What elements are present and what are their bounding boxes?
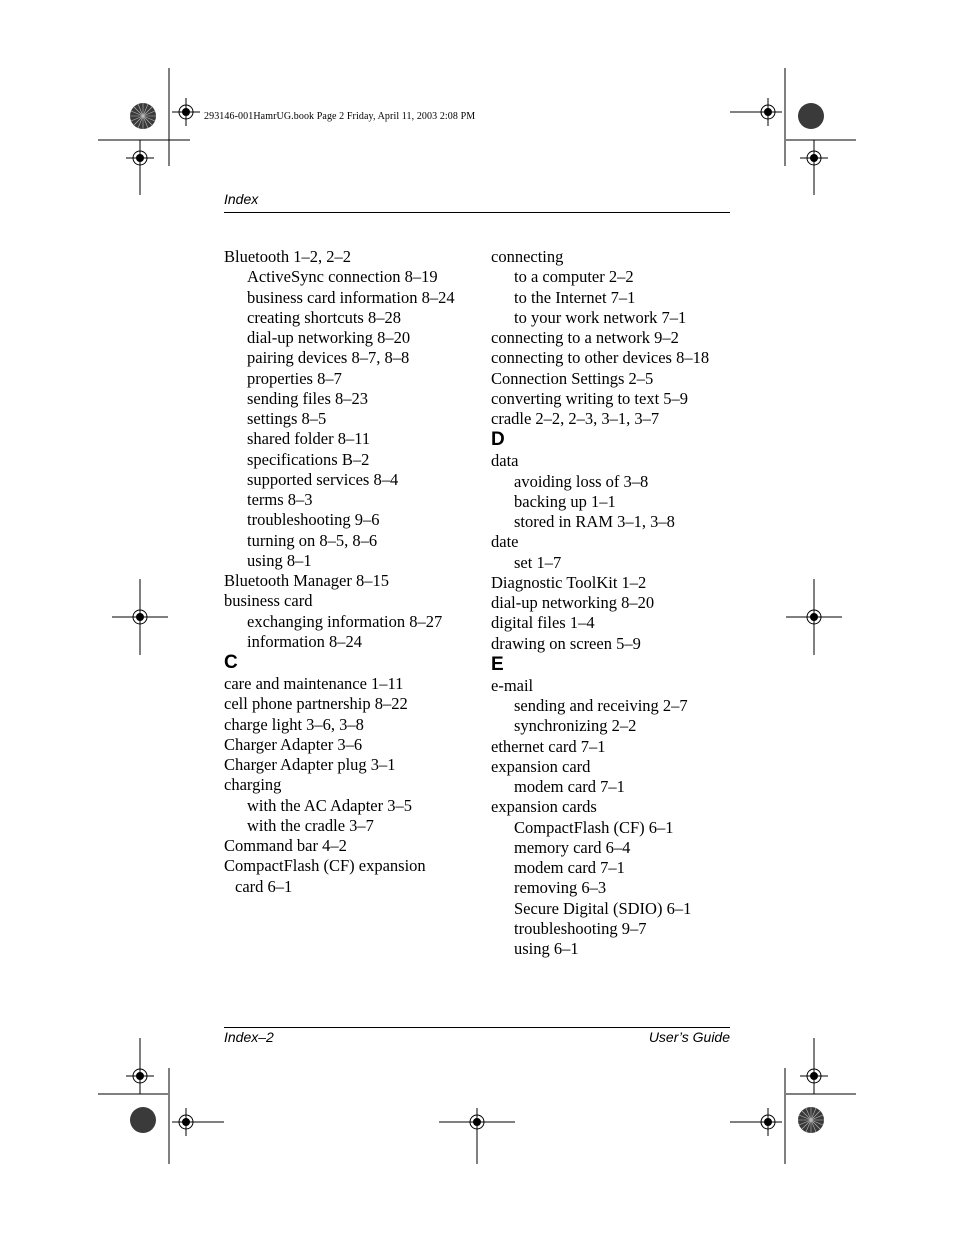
index-entry: connecting to other devices 8–18 — [491, 348, 710, 368]
index-entry: expansion cards — [491, 797, 597, 817]
index-entry: converting writing to text 5–9 — [491, 388, 689, 408]
index-entry: cradle 2–2, 2–3, 3–1, 3–7 — [491, 409, 660, 428]
index-entry: cell phone partnership 8–22 — [224, 694, 408, 714]
index-entry: business card — [224, 591, 313, 611]
index-entry: connecting — [491, 247, 564, 266]
index-entry: expansion card — [491, 756, 591, 776]
index-subentry: properties 8–7 — [247, 368, 342, 388]
index-subentry: CompactFlash (CF) 6–1 — [514, 817, 674, 837]
index-subentry: with the AC Adapter 3–5 — [247, 795, 412, 815]
index-letter-heading: E — [491, 653, 504, 675]
index-subentry: business card information 8–24 — [247, 287, 455, 307]
print-slug: 293146-001HamrUG.book Page 2 Friday, April 11, 2003 2:08 PM — [204, 111, 476, 122]
index-subentry: creating shortcuts 8–28 — [247, 307, 401, 327]
index-subentry: memory card 6–4 — [514, 837, 631, 857]
index-entry: digital files 1–4 — [491, 613, 595, 633]
index-subentry: dial-up networking 8–20 — [247, 328, 411, 347]
index-subentry: with the cradle 3–7 — [247, 815, 374, 835]
index-entry: Connection Settings 2–5 — [491, 368, 654, 388]
index-entry: charge light 3–6, 3–8 — [224, 714, 364, 734]
index-subentry: terms 8–3 — [247, 490, 313, 509]
index-subentry: using 6–1 — [514, 939, 579, 958]
index-subentry: specifications B–2 — [247, 449, 370, 469]
index-letter-heading: C — [224, 652, 238, 673]
index-subentry: backing up 1–1 — [514, 491, 616, 511]
index-subentry: ActiveSync connection 8–19 — [247, 267, 438, 287]
index-subentry: to your work network 7–1 — [514, 307, 687, 327]
index-entry: Charger Adapter plug 3–1 — [224, 755, 396, 774]
index-entry: charging — [224, 775, 282, 795]
index-subentry: sending and receiving 2–7 — [514, 696, 688, 715]
index-column-left — [224, 247, 484, 897]
index-entry: CompactFlash (CF) expansion — [224, 856, 426, 876]
index-subentry: using 8–1 — [247, 550, 312, 570]
index-subentry: removing 6–3 — [514, 878, 607, 898]
index-subentry: Secure Digital (SDIO) 6–1 — [514, 898, 692, 918]
index-entry: data — [491, 451, 519, 471]
index-subentry: turning on 8–5, 8–6 — [247, 530, 378, 550]
index-subentry: information 8–24 — [247, 631, 363, 651]
index-entry: Charger Adapter 3–6 — [224, 734, 363, 754]
index-entry: connecting to a network 9–2 — [491, 328, 679, 347]
index-entry-continuation: card 6–1 — [235, 876, 293, 896]
book-title: User’s Guide — [648, 1029, 730, 1045]
index-subentry: supported services 8–4 — [247, 469, 399, 489]
index-entry: e-mail — [491, 675, 534, 695]
index-subentry: troubleshooting 9–7 — [514, 918, 647, 938]
index-subentry: to a computer 2–2 — [514, 267, 634, 287]
index-subentry: set 1–7 — [514, 552, 562, 572]
index-letter-heading: D — [491, 429, 505, 451]
index-subentry: sending files 8–23 — [247, 388, 368, 408]
index-entry: Diagnostic ToolKit 1–2 — [491, 572, 647, 592]
index-entry: ethernet card 7–1 — [491, 736, 606, 756]
index-entry: care and maintenance 1–11 — [224, 674, 404, 693]
index-subentry: to the Internet 7–1 — [514, 287, 636, 307]
page-number: Index–2 — [224, 1029, 274, 1045]
index-entry: date — [491, 532, 519, 552]
index-entry: dial-up networking 8–20 — [491, 593, 655, 612]
running-head: Index — [224, 191, 259, 207]
index-subentry: modem card 7–1 — [514, 777, 625, 796]
index-subentry: avoiding loss of 3–8 — [514, 471, 649, 491]
index-subentry: synchronizing 2–2 — [514, 716, 637, 736]
index-entry: Command bar 4–2 — [224, 836, 347, 855]
footer-rule — [224, 1027, 730, 1028]
index-subentry: modem card 7–1 — [514, 858, 625, 877]
index-subentry: settings 8–5 — [247, 409, 327, 428]
index-subentry: shared folder 8–11 — [247, 429, 371, 449]
index-entry: drawing on screen 5–9 — [491, 633, 641, 653]
header-rule — [224, 212, 730, 213]
index-column-right — [491, 247, 751, 959]
index-subentry: troubleshooting 9–6 — [247, 510, 380, 530]
index-subentry: stored in RAM 3–1, 3–8 — [514, 512, 675, 531]
index-subentry: pairing devices 8–7, 8–8 — [247, 348, 410, 368]
index-entry: Bluetooth Manager 8–15 — [224, 571, 389, 590]
index-entry: Bluetooth 1–2, 2–2 — [224, 247, 351, 266]
index-subentry: exchanging information 8–27 — [247, 611, 443, 631]
